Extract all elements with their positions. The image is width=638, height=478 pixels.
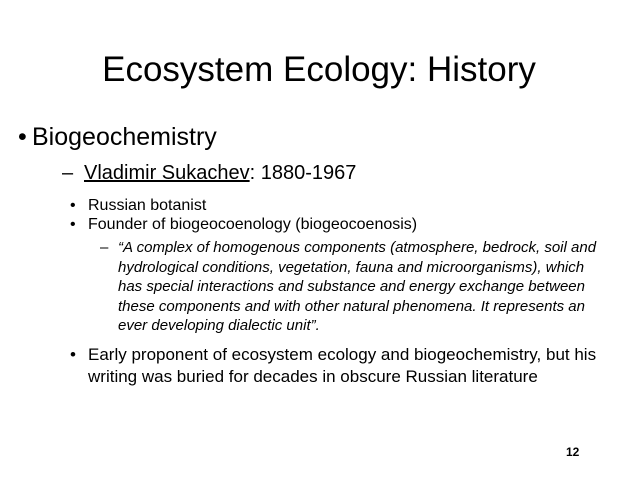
person-line [62,160,356,186]
slide-title: Ecosystem Ecology: History [102,50,536,89]
bullet-icon: • [70,216,76,233]
topic-bullet-line [18,122,217,152]
bullet-icon: • [70,197,76,214]
point-text: Founder of biogeocoenology (biogeocoenosis) [88,216,418,233]
page-number: 12 [566,445,580,459]
point-text: Early proponent of ecosystem ecology and biogeochemistry, but his writing was buried for decades in obscure Russian literature [88,345,597,386]
point-text: Russian botanist [88,197,207,214]
dash-icon: – [100,239,109,256]
person-name-link[interactable]: Vladimir Sukachev [84,162,250,184]
person-years: : 1880-1967 [249,162,357,184]
dash-icon: – [62,162,74,184]
quote-text: “A complex of homogenous components (atmosphere, bedrock, soil and hydrological conditions, vegetation, fauna and microorganisms), which has special interactions and substance and energy exchange between these components and with other natural phenomena. It represents an ever developing dialectic unit”. [118,239,597,334]
bullet-icon: • [70,345,76,364]
topic-text: Biogeochemistry [32,123,217,151]
bullet-icon: • [18,123,27,151]
